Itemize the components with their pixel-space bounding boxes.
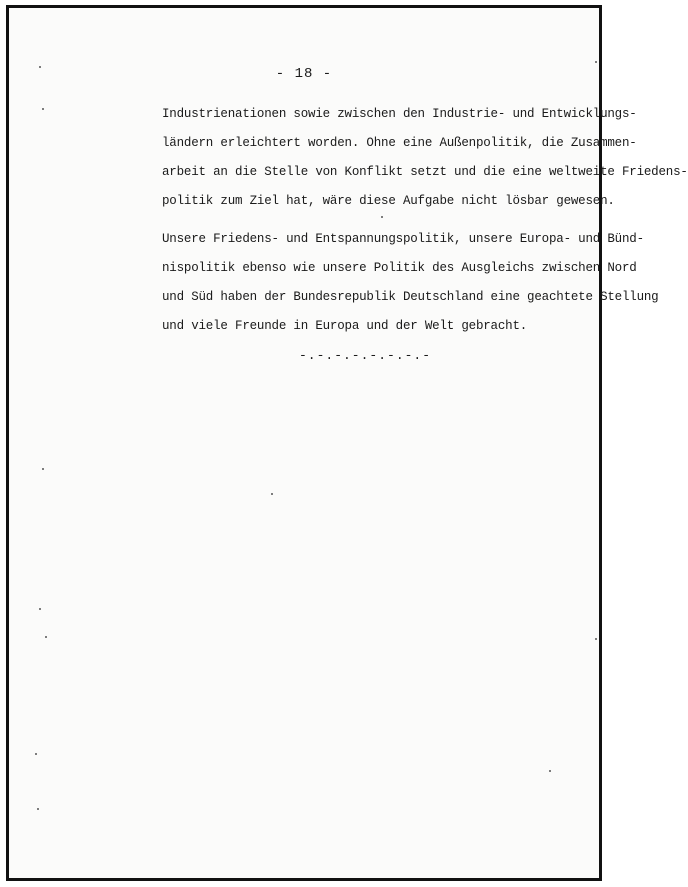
scan-speck — [37, 808, 39, 810]
paragraph-line: politik zum Ziel hat, wäre diese Aufgabe nicht lösbar gewesen. — [162, 194, 615, 208]
scan-speck — [39, 608, 41, 610]
scan-speck — [549, 770, 551, 772]
scan-speck — [42, 468, 44, 470]
paragraph-line: ländern erleichtert worden. Ohne eine Außenpolitik, die Zusammen- — [162, 136, 637, 150]
scan-speck — [39, 66, 41, 68]
paragraph-line: nispolitik ebenso wie unsere Politik des Ausgleichs zwischen Nord — [162, 261, 637, 275]
paragraph-2 — [162, 225, 659, 341]
paragraph-line: und Süd haben der Bundesrepublik Deutschland eine geachtete Stellung — [162, 290, 659, 304]
page-number: - 18 - — [275, 66, 333, 82]
scan-speck — [271, 493, 273, 495]
section-end-mark: -.-.-.-.-.-.-.- — [299, 348, 432, 363]
paragraph-line: Industrienationen sowie zwischen den Industrie- und Entwicklungs- — [162, 107, 637, 121]
scan-speck — [35, 753, 37, 755]
document-page — [6, 5, 688, 881]
scan-speck — [595, 61, 597, 63]
scan-speck — [42, 108, 44, 110]
scan-speck — [381, 216, 383, 218]
paragraph-line: und viele Freunde in Europa und der Welt gebracht. — [162, 319, 528, 333]
paragraph-line: Unsere Friedens- und Entspannungspolitik, unsere Europa- und Bünd- — [162, 232, 644, 246]
scan-speck — [595, 638, 597, 640]
paragraph-1 — [162, 100, 688, 216]
paragraph-line: arbeit an die Stelle von Konflikt setzt und die eine weltweite Friedens- — [162, 165, 688, 179]
scan-speck — [45, 636, 47, 638]
